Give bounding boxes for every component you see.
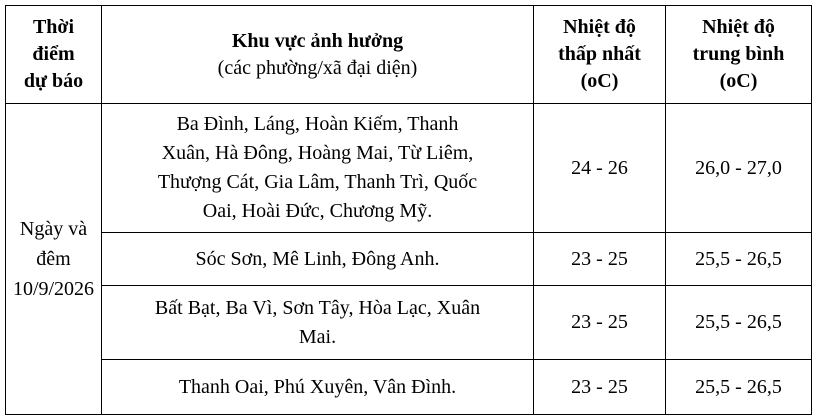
area-text: Thanh Oai, Phú Xuyên, Vân Đình. bbox=[178, 375, 457, 398]
area-text: Bất Bạt, Ba Vì, Sơn Tây, Hòa Lạc, Xuân bbox=[154, 296, 481, 319]
forecast-time-cell bbox=[6, 104, 102, 415]
header-text: thấp nhất bbox=[558, 43, 641, 65]
table-row bbox=[6, 360, 812, 415]
forecast-date: 10/9/2026 bbox=[12, 278, 95, 300]
header-text: dự báo bbox=[23, 70, 84, 92]
table-row bbox=[6, 286, 812, 360]
header-affected-area bbox=[102, 6, 534, 104]
min-temperature-cell: 24 - 26 bbox=[534, 104, 666, 233]
table-row bbox=[6, 104, 812, 233]
area-text: Sóc Sơn, Mê Linh, Đông Anh. bbox=[195, 247, 440, 270]
area-text: Oai, Hoài Đức, Chương Mỹ. bbox=[202, 200, 433, 222]
header-subtext: (các phường/xã đại diện) bbox=[217, 56, 418, 79]
header-avg-temperature bbox=[666, 6, 812, 104]
table-header-row bbox=[6, 6, 812, 104]
header-text: Thời điểm bbox=[32, 16, 75, 65]
min-temperature-cell: 23 - 25 bbox=[534, 360, 666, 415]
area-text: Mai. bbox=[298, 325, 337, 348]
forecast-time-text: đêm bbox=[36, 248, 71, 270]
header-unit: (oC) bbox=[580, 70, 619, 92]
header-text: trung bình bbox=[692, 43, 785, 65]
area-cell bbox=[102, 233, 534, 286]
min-temperature-cell: 23 - 25 bbox=[534, 233, 666, 286]
area-cell bbox=[102, 104, 534, 233]
avg-temperature-cell: 25,5 - 26,5 bbox=[666, 286, 812, 360]
area-text: Thượng Cát, Gia Lâm, Thanh Trì, Quốc bbox=[157, 171, 478, 193]
area-text: Ba Đình, Láng, Hoàn Kiếm, Thanh bbox=[176, 113, 459, 135]
header-unit: (oC) bbox=[719, 70, 758, 92]
min-temperature-cell: 23 - 25 bbox=[534, 286, 666, 360]
forecast-time-text: Ngày và bbox=[19, 218, 88, 240]
area-text: Xuân, Hà Đông, Hoàng Mai, Từ Liêm, bbox=[161, 142, 474, 164]
table-row bbox=[6, 233, 812, 286]
avg-temperature-cell: 26,0 - 27,0 bbox=[666, 104, 812, 233]
temperature-forecast-table bbox=[5, 5, 812, 415]
header-text: Nhiệt độ bbox=[563, 16, 636, 38]
area-cell bbox=[102, 360, 534, 415]
header-text: Nhiệt độ bbox=[702, 16, 775, 38]
header-forecast-time bbox=[6, 6, 102, 104]
avg-temperature-cell: 25,5 - 26,5 bbox=[666, 233, 812, 286]
area-cell bbox=[102, 286, 534, 360]
header-text: Khu vực ảnh hưởng bbox=[231, 29, 404, 52]
avg-temperature-cell: 25,5 - 26,5 bbox=[666, 360, 812, 415]
header-min-temperature bbox=[534, 6, 666, 104]
